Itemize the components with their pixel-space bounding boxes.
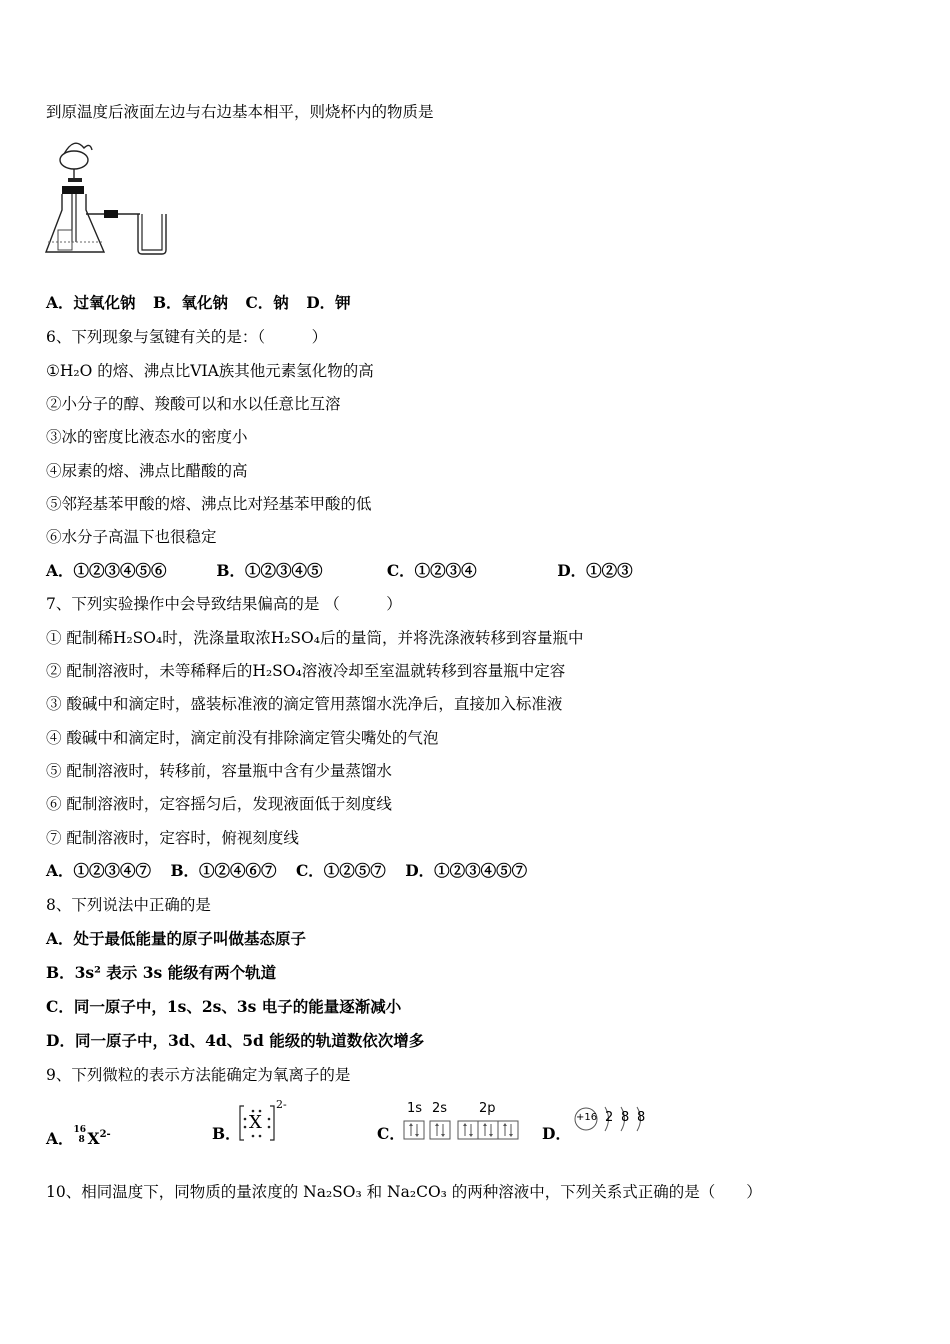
isotope-mass: 16 [73, 1125, 87, 1135]
q9-option-a-label: A． [46, 1129, 74, 1148]
q6-option-d[interactable]: D．①②③ [557, 561, 633, 580]
q5-options [46, 293, 351, 313]
q8-option-c[interactable]: C．同一原子中，1s、2s、3s 电子的能量逐渐减小 [46, 997, 402, 1016]
orbital-label-1s: 1s [407, 1101, 423, 1116]
q7-item: ⑥ 配制溶液时，定容摇匀后，发现液面低于刻度线 [46, 795, 392, 813]
q7-options [46, 861, 527, 881]
q7-item: ① 配制稀H₂SO₄时，洗涤量取浓H₂SO₄后的量筒，并将洗涤液转移到容量瓶中 [46, 629, 584, 647]
q6-option-b[interactable]: B．①②③④⑤ [216, 561, 323, 580]
nucleus-charge: +16 [576, 1112, 598, 1123]
intro-text: 到原温度后液面左边与右边基本相平，则烧杯内的物质是 [46, 103, 434, 121]
q7-item: ⑦ 配制溶液时，定容时，俯视刻度线 [46, 829, 299, 847]
q8-option-a[interactable]: A．处于最低能量的原子叫做基态原子 [46, 929, 307, 948]
q6-item: ③冰的密度比液态水的密度小 [46, 428, 248, 446]
q5-option-a[interactable]: A．过氧化钠 [46, 293, 136, 312]
q10-stem: 10、相同温度下，同物质的量浓度的 Na₂SO₃ 和 Na₂CO₃ 的两种溶液中，下列关系式正确的是（ ） [46, 1183, 762, 1201]
q5-option-b[interactable]: B．氧化钠 [152, 293, 229, 312]
q6-option-c[interactable]: C．①②③④ [386, 561, 477, 580]
q8-option-d[interactable]: D．同一原子中，3d、4d、5d 能级的轨道数依次增多 [46, 1031, 425, 1050]
orbital-diagram [402, 1101, 526, 1143]
q9-stem: 9、下列微粒的表示方法能确定为氧离子的是 [46, 1066, 351, 1084]
q7-option-b[interactable]: B．①②④⑥⑦ [170, 861, 277, 880]
q6-item: ⑤邻羟基苯甲酸的熔、沸点比对羟基苯甲酸的低 [46, 495, 372, 513]
orbital-label-2p: 2p [479, 1101, 496, 1116]
q8-stem: 8、下列说法中正确的是 [46, 896, 211, 914]
atomic-structure-diagram [572, 1103, 652, 1137]
electron-dot-symbol: X [249, 1112, 262, 1133]
q9-option-a[interactable] [46, 1124, 111, 1149]
q7-item: ④ 酸碱中和滴定时，滴定前没有排除滴定管尖嘴处的气泡 [46, 729, 439, 747]
q8-option-b[interactable]: B．3s² 表示 3s 能级有两个轨道 [46, 963, 277, 982]
q9-option-b-label[interactable]: B． [212, 1124, 241, 1143]
q5-option-c[interactable]: C．钠 [245, 293, 289, 312]
q6-option-a[interactable]: A．①②③④⑤⑥ [46, 561, 167, 580]
q7-option-a[interactable]: A．①②③④⑦ [46, 861, 152, 880]
q7-option-d[interactable]: D．①②③④⑤⑦ [405, 861, 528, 880]
q6-item: ⑥水分子高温下也很稳定 [46, 528, 217, 546]
q7-item: ② 配制溶液时，未等稀释后的H₂SO₄溶液冷却至室温就转移到容量瓶中定容 [46, 662, 566, 680]
q5-option-d[interactable]: D．钾 [306, 293, 351, 312]
q6-item: ④尿素的熔、沸点比醋酸的高 [46, 462, 248, 480]
isotope-atomic-number: 8 [78, 1135, 85, 1145]
q9-option-d-label[interactable]: D． [542, 1124, 571, 1143]
q7-item: ③ 酸碱中和滴定时，盛装标准液的滴定管用蒸馏水洗净后，直接加入标准液 [46, 695, 563, 713]
shell-1-electrons: 2 [605, 1110, 614, 1125]
q7-stem: 7、下列实验操作中会导致结果偏高的是 （ ） [46, 595, 402, 613]
q9-option-c-label[interactable]: C． [377, 1124, 405, 1143]
q6-item: ①H₂O 的熔、沸点比VIA族其他元素氢化物的高 [46, 362, 374, 380]
q6-stem: 6、下列现象与氢键有关的是：（ ） [46, 328, 328, 346]
q7-item: ⑤ 配制溶液时，转移前，容量瓶中含有少量蒸馏水 [46, 762, 392, 780]
orbital-label-2s: 2s [432, 1101, 448, 1116]
isotope-charge: 2- [99, 1129, 111, 1140]
q6-options [46, 561, 633, 581]
apparatus-figure [42, 138, 174, 262]
q6-item: ②小分子的醇、羧酸可以和水以任意比互溶 [46, 395, 341, 413]
shell-3-electrons: 8 [637, 1110, 646, 1125]
electron-dot-charge: 2- [276, 1098, 287, 1111]
shell-2-electrons: 8 [621, 1110, 630, 1125]
isotope-symbol: X [87, 1129, 100, 1148]
q7-option-c[interactable]: C．①②⑤⑦ [295, 861, 386, 880]
electron-dot-figure [236, 1100, 296, 1144]
